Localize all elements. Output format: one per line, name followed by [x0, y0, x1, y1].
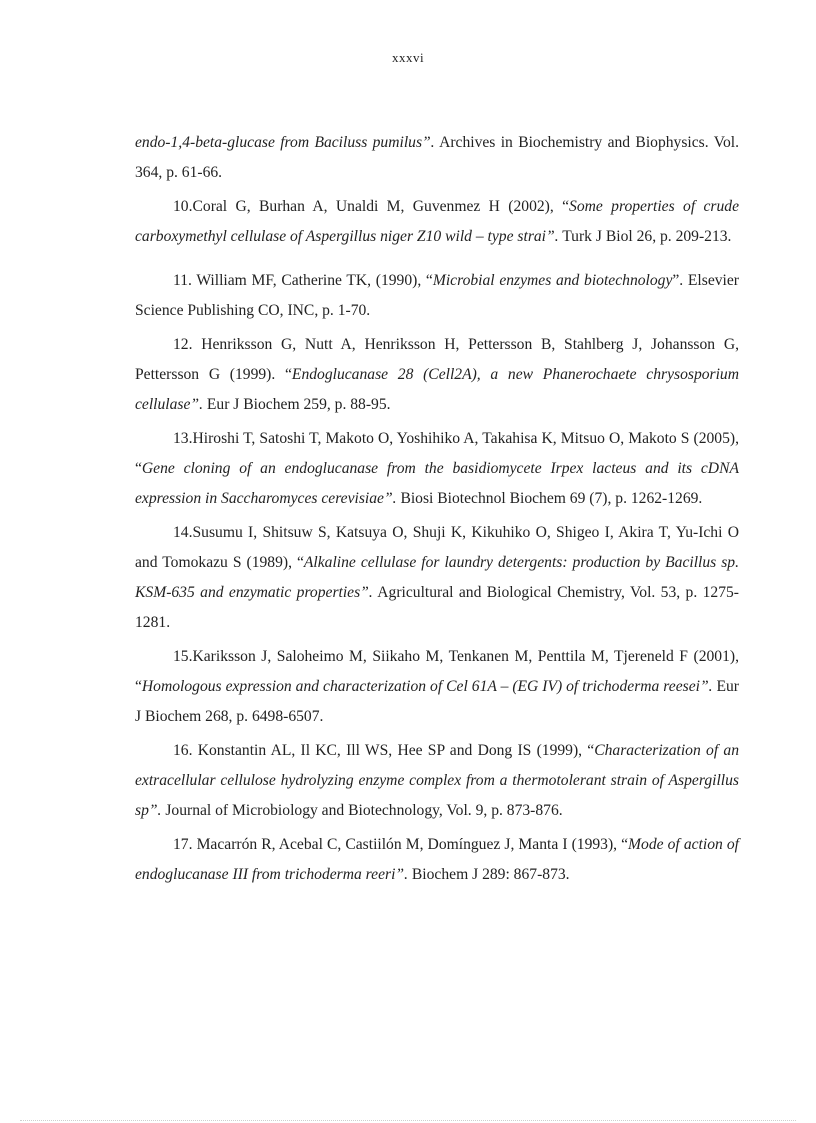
- reference-number: 12.: [173, 336, 202, 353]
- reference-authors: Konstantin AL, Il KC, Ill WS, Hee SP and Dong IS (1999), “: [197, 742, 595, 759]
- reference-authors: Macarrón R, Acebal C, Castiilón M, Domínguez J, Manta I (1993), “: [196, 836, 629, 853]
- reference-item: [135, 192, 739, 252]
- reference-item: [135, 736, 739, 826]
- reference-list: [135, 128, 739, 894]
- reference-authors: Henriksson G, Nutt A, Henriksson H, Pettersson B, Stahlberg J, Johansson G, Pettersson G (1999). “: [135, 336, 739, 383]
- reference-source: Archives in Biochemistry and Biophysics. Vol. 364, p. 61-66.: [135, 134, 739, 181]
- reference-title: Characterization of an extracellular cellulose hydrolyzing enzyme complex from a thermotolerant strain of Aspergillus sp”.: [135, 742, 739, 819]
- reference-source: Eur J Biochem 268, p. 6498-6507.: [135, 678, 739, 725]
- reference-authors: Kariksson J, Saloheimo M, Siikaho M, Tenkanen M, Penttila M, Tjereneld F (2001), “: [135, 648, 739, 695]
- page-number: xxxvi: [391, 50, 425, 65]
- reference-number: 10.: [173, 198, 193, 215]
- reference-item: [135, 642, 739, 732]
- reference-authors: Hiroshi T, Satoshi T, Makoto O, Yoshihiko A, Takahisa K, Mitsuo O, Makoto S (2005), “: [135, 430, 739, 477]
- reference-source: Turk J Biol 26, p. 209-213.: [558, 228, 732, 245]
- reference-source: Eur J Biochem 259, p. 88-95.: [203, 396, 391, 413]
- reference-title: Alkaline cellulase for laundry detergents: production by Bacillus sp. KSM-635 and enzymatic properties”.: [135, 554, 739, 601]
- reference-authors: Coral G, Burhan A, Unaldi M, Guvenmez H (2002), “: [192, 198, 570, 215]
- reference-source: Biosi Biotechnol Biochem 69 (7), p. 1262-1269.: [396, 490, 703, 507]
- reference-item: [135, 424, 739, 514]
- reference-item: [135, 266, 739, 326]
- reference-number: 13.: [173, 430, 193, 447]
- reference-number: 11.: [173, 272, 197, 289]
- page-bottom-divider: [20, 1120, 796, 1121]
- reference-item: [135, 518, 739, 638]
- reference-item: [135, 830, 739, 890]
- reference-number: 15.: [173, 648, 193, 665]
- reference-authors: William MF, Catherine TK, (1990), “: [196, 272, 433, 289]
- reference-title: Homologous expression and characterization of Cel 61A – (EG IV) of trichoderma reesei”.: [141, 678, 713, 695]
- reference-source: Journal of Microbiology and Biotechnology, Vol. 9, p. 873-876.: [161, 802, 563, 819]
- reference-source: Agricultural and Biological Chemistry, Vol. 53, p. 1275-1281.: [135, 584, 740, 631]
- reference-title: Microbial enzymes and biotechnology: [432, 272, 673, 289]
- reference-number: 17.: [173, 836, 197, 853]
- reference-item: [135, 330, 739, 420]
- reference-source: Biochem J 289: 867-873.: [408, 866, 570, 883]
- reference-number: 16.: [173, 742, 198, 759]
- reference-number: 14.: [173, 524, 193, 541]
- reference-source: ”. Elsevier Science Publishing CO, INC, p. 1-70.: [135, 272, 739, 319]
- reference-title: Some properties of crude carboxymethyl cellulase of Aspergillus niger Z10 wild – type strai”.: [135, 198, 740, 245]
- reference-title: Mode of action of endoglucanase III from trichoderma reeri”.: [135, 836, 739, 883]
- reference-title: Endoglucanase 28 (Cell2A), a new Phanerochaete chrysosporium cellulase”.: [135, 366, 739, 413]
- reference-item: [135, 128, 739, 188]
- reference-authors: Susumu I, Shitsuw S, Katsuya O, Shuji K, Kikuhiko O, Shigeo I, Akira T, Yu-Ichi O and Tomokazu S (1989), “: [135, 524, 739, 571]
- reference-title: endo-1,4-beta-glucase from Baciluss pumilus”.: [135, 134, 435, 151]
- reference-title: Gene cloning of an endoglucanase from the basidiomycete Irpex lacteus and its cDNA expression in Saccharomyces cerevisiae”.: [135, 460, 739, 507]
